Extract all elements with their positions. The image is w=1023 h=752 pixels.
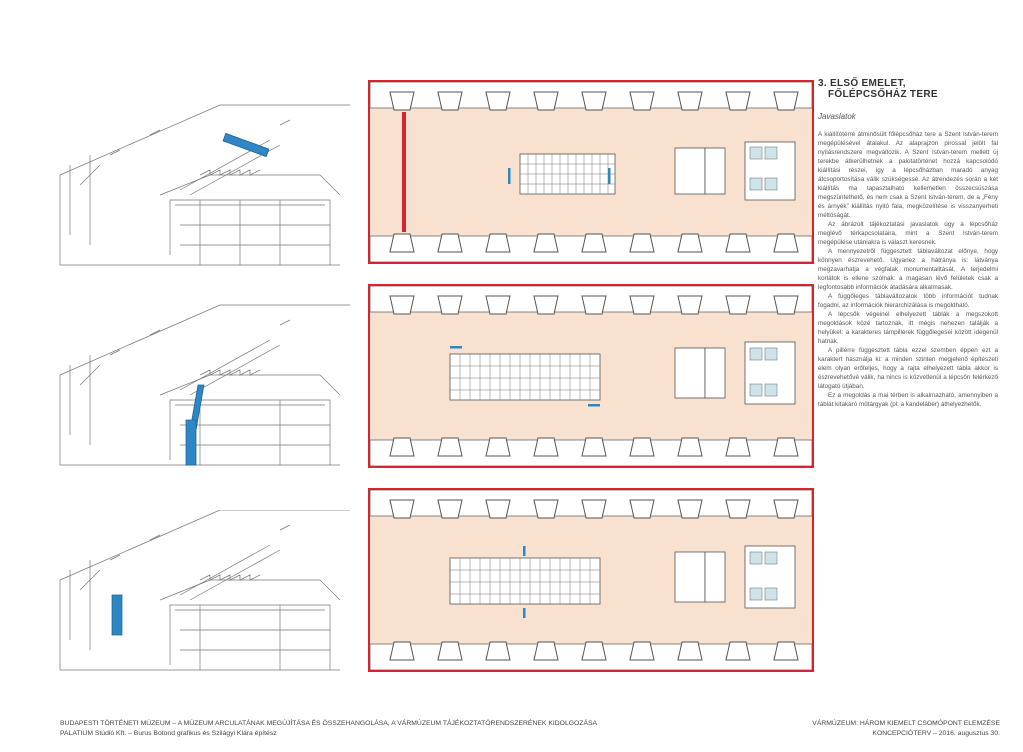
section-title-line2: FŐLÉPCSŐHÁZ TERE [828, 89, 938, 100]
floor-plan-3 [368, 488, 814, 672]
section-title-line1: 3. ELSŐ EMELET, [818, 78, 906, 89]
description-body [818, 130, 998, 409]
staircase-sketch-2 [40, 300, 350, 450]
footer-left [60, 719, 597, 739]
floor-plan-2 [368, 284, 814, 468]
footer-chapter-title: VÁRMÚZEUM: HÁROM KIEMELT CSOMÓPONT ELEMZÉSE [812, 720, 1000, 727]
description-column [818, 78, 998, 409]
section-title [818, 78, 998, 100]
footer-project-title: BUDAPESTI TÖRTÉNETI MÚZEUM – A MÚZEUM ARCULATÁNAK MEGÚJÍTÁSA ÉS ÖSSZEHANGOLÁSA, A VÁRMÚZEUM TÁJÉKOZTATÓRENDSZERÉNEK KIDOLGOZÁSA [60, 720, 598, 727]
paragraph: A kiállítótérré átminősült főlépcsőház tere a Szent István-terem megépülésével átalakul. Az alaprajzon pirossal jelölt fal nyílásrendszere megváltozik. A Szent István-terem mellett új terekbe átkerülhetnek a palotatörténet hozzá kapcsolódó kiállítási részei, így a lépcsőházban maradó anyag átcsoportosítása válik szükségessé. Az átrendezés során a két kiállítás ma tapasztalható kellemetlen összecsúszása megszüntethető, és nem csak a Szent István-terem, de a „Fény és árnyék” kiállítás nyitó fala, megközelítése is visszanyerheti méltóságát. [818, 131, 998, 219]
paragraph: A függőleges táblaváltozatok több információt tudnak fogadni, az információk hierarchizálása is megoldható. [818, 293, 998, 309]
footer-right [760, 719, 1000, 739]
floor-plan-1 [368, 80, 814, 264]
section-subtitle: Javaslatok [818, 112, 856, 121]
paragraph: A pillérre függesztett tábla ezzel szemben éppen ezt a karaktert használja ki: a minden szinten megjelenő építészeti elem olyan erőteljes, hogy a rajta elhelyezett tábla akkor is észrevehetővé válik, ha nincs is közvetlenül a lépcsőn felérkező látogató útjában. [818, 347, 998, 390]
staircase-sketch-3 [40, 510, 350, 660]
footer-date: KONCEPCIÓTERV – 2016. augusztus 30. [872, 730, 1000, 737]
staircase-sketch-1 [40, 95, 350, 245]
paragraph: A lépcsők végeinél elhelyezett táblák a megszokott megoldások közé tartoznak, itt mégis nehezen találják a helyüket: a karakteres támpillérek függőlegesei között idegenül hatnak. [818, 311, 998, 345]
paragraph: A mennyezetről függesztett táblaváltozat előnye, hogy könnyen észrevehető. Ugyanez a hátránya is: látványa megzavarhatja a végfalak monumentalitását. A terjedelmi korlátok is ellene szólnak: a magasan lévő felületek csak a legfontosabb információk átadására alkalmasak. [818, 248, 998, 291]
paragraph: Ez a megoldás a mai térben is alkalmazható, amennyiben a táblát kitakaró műtárgyak (pl: a kandeláber) áthelyezhetők. [818, 392, 998, 408]
footer-studio-credit: PALATIUM Stúdió Kft. – Burus Botond grafikus és Szilágyi Klára építész [60, 730, 277, 737]
paragraph: Az ábrázolt tájékoztatási javaslatok úgy a lépcsőház meglévő térkapcsolataira, mint a Szent István-terem megépülése utániakra is választ keresnek. [818, 221, 998, 246]
